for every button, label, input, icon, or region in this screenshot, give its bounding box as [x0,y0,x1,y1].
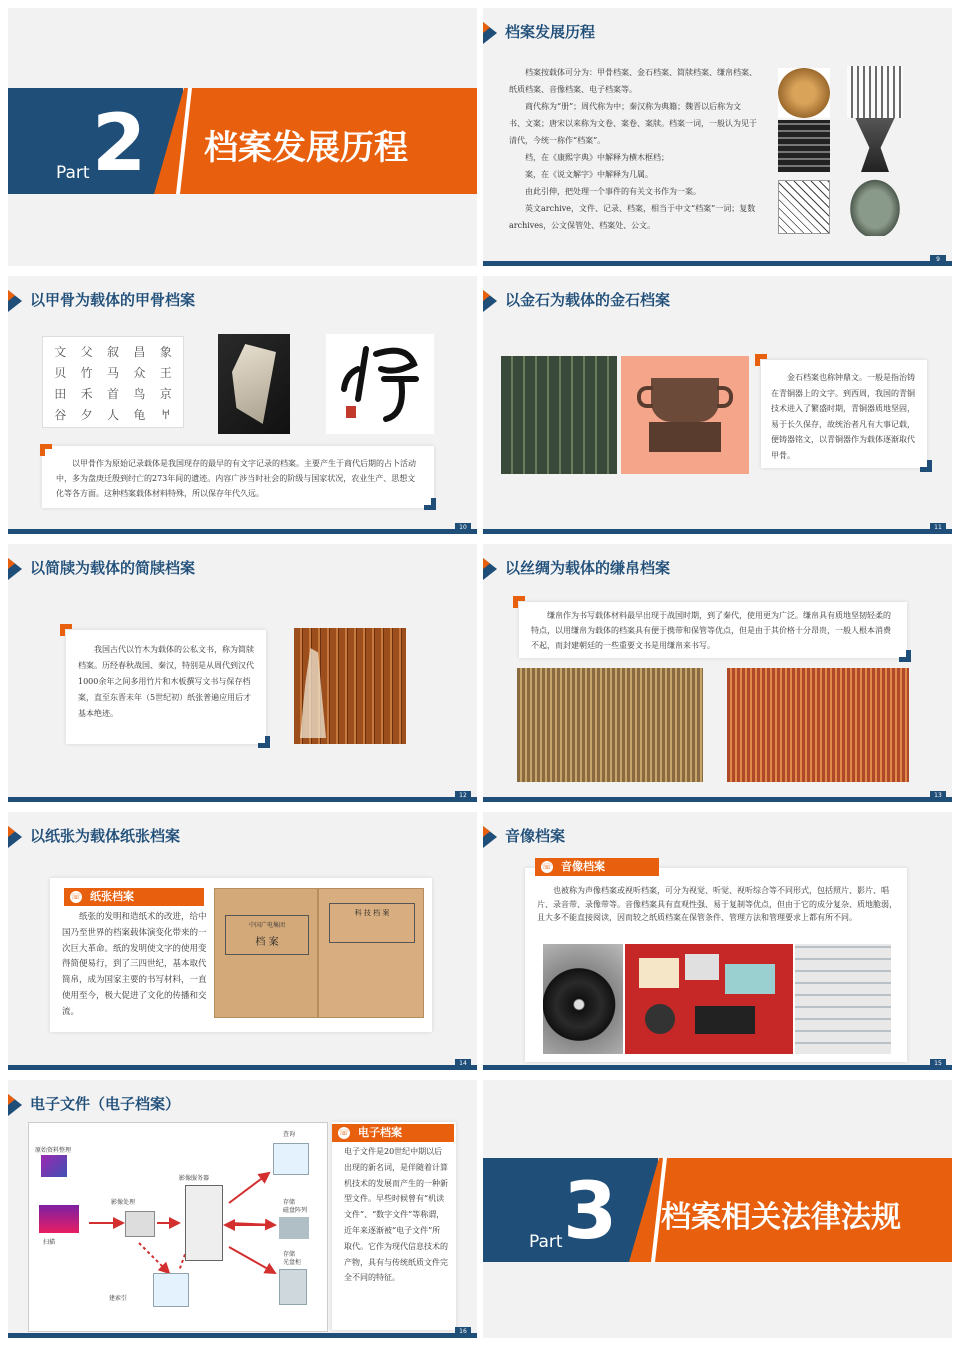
slide-bottom-bar [8,1333,477,1338]
title-arrow-icon [483,826,497,848]
glyph: 马 [106,366,119,380]
glyph: 王 [159,366,172,380]
node-server-label: 影像服务器 [179,1175,210,1182]
folder-label-box [225,915,309,955]
slide-title: 以金石为载体的金石档案 [505,291,671,309]
photo-print [685,954,719,980]
card-text: 缣帛作为书写载体材料最早出现于战国时期，到了秦代，使用更为广泛。缣帛具有质地坚韧轻柔的特点，以用缣帛为载体的档案具有便于携带和保管等优点，但是由于其价格十分昂贵，一般人根本消费不起，而封建朝廷的一些重要文书是用缣帛来书写。 [531,611,891,650]
page-number: 14 [455,1059,471,1068]
page-number: 9 [930,255,946,264]
title-arrow-icon [8,826,22,848]
part-label: Part [56,163,90,183]
page-number: 11 [930,523,946,532]
glyph: 龟 [133,408,146,422]
title-arrow-icon [483,290,497,312]
glyph: 象 [159,345,172,359]
tag-label: 纸张档案 [90,890,134,903]
card-text: 也被称为声像档案或视听档案，可分为视觉、听觉、视听综合等不同形式，包括照片、影片、唱片、录音带、录像带等。音像档案具有直观性强、易于复制等优点，但由于它的成分复杂、质地脆弱，且大多不能直接阅读，因而较之纸质档案在保管条件、管理方法和管理要求上都有所不同。 [537,886,897,922]
bronze-goblet-image [847,118,903,172]
glyph: 叙 [106,345,119,359]
cover-title: 档案发展历程 [204,128,408,168]
paper-folder-2 [318,888,424,1018]
glyph: 禾 [80,387,93,401]
bronze-rubbing-image [778,120,830,172]
photo-print [639,958,679,988]
corner-decoration [424,498,436,510]
node-scan-label: 扫描 [43,1239,56,1246]
node-optical-label: 存储 光盘柜 [283,1251,302,1266]
slide-16[interactable] [8,1080,477,1338]
bamboo-slips-photo [294,628,406,744]
folder-org: 中国广电集团 [248,922,285,929]
paragraph: 案，在《说文解字》中解释为几属。 [525,170,653,179]
glyph: 昌 [133,345,146,359]
slide-bottom-bar [483,261,952,266]
scanner-icon [39,1205,79,1233]
card-text: 纸张的发明和造纸术的改进，给中国乃至世界的档案载体演变化带来的一次巨大革命。纸的发明使文字的使用变得简便易行，到了三四世纪，基本取代简帛，成为国家主要的书写材料，一直使用至今，极大促进了文化的传播和交流。 [62,912,207,1017]
glyph: 首 [106,387,119,401]
oracle-glyph-table-image [42,336,184,428]
slide-9[interactable] [483,8,952,266]
bronze-vessel-image [847,176,903,236]
paper-folder-1 [214,888,318,1018]
corner-decoration [513,596,525,608]
corner-decoration [60,624,72,636]
vessel-handle [717,386,733,408]
bone-shape [232,344,276,424]
vessel-handle [637,386,653,408]
bronze-gui-vessel-photo [621,356,749,474]
title-arrow-icon [8,1094,22,1116]
phone-icon: ☏ [541,862,552,871]
source-docs-icon [41,1155,67,1177]
corner-decoration [899,650,911,662]
part-number: 2 [92,99,147,189]
text-card [66,630,266,744]
slide-13[interactable] [483,544,952,802]
archive-shelves-photo [795,944,891,1054]
title-arrow-icon [8,290,22,312]
cassette [725,964,775,994]
slide-part3-cover[interactable] [483,1080,952,1338]
cover-title: 档案相关法律法规 [661,1200,901,1235]
vinyl-records-photo [543,944,623,1054]
paragraph: 档，在《康熙字典》中解释为横木框档； [525,153,669,162]
text-card [761,360,927,468]
slide-bottom-bar [483,1065,952,1070]
slide-11[interactable] [483,276,952,534]
folder-title: 科 技 档 案 [354,909,390,917]
glyph: 谷 [54,408,67,422]
glyph: 京 [159,387,172,401]
silk-manuscript-photo-1 [517,668,703,782]
slide-part2-cover[interactable] [8,8,477,266]
bronze-inscription-photo [501,356,617,474]
node-proc-label: 影像处理 [111,1199,136,1206]
part-number: 3 [563,1167,618,1257]
slide-title: 电子文件（电子档案） [30,1095,181,1113]
videotape [695,1006,755,1034]
title-arrow-icon [483,22,497,44]
slide-title: 以纸张为载体纸张档案 [30,827,181,845]
slide-bottom-bar [483,797,952,802]
slide-bottom-bar [8,797,477,802]
glyph: 人 [106,408,119,422]
query-user-icon [273,1143,309,1175]
reel [645,1004,675,1034]
vessel-base [649,422,721,452]
section-tag [64,888,204,906]
folder-title: 档 案 [255,937,279,948]
node-disk-label: 存储 磁盘阵列 [283,1199,308,1214]
glyph: 竹 [80,366,93,380]
page-number: 10 [455,523,471,532]
figure-silhouette [300,648,326,738]
corner-decoration [258,736,270,748]
slide-title: 以简牍为载体的简牍档案 [30,559,196,577]
glyph: 田 [54,387,67,401]
page-number: 12 [455,791,471,800]
paragraph: 由此引伸，把处理一个事件的有关文书作为一案。 [525,187,701,196]
card-text: 金石档案也称钟鼎文。一般是指治铸在青铜器上的文字。到西周，我国的青铜技术进入了繁盛时期，青铜器质地坚固，易于长久保存，故统治者凡有大事记载，便铸器铭文，以青铜器作为载体逐渐取代甲骨。 [771,373,915,460]
text-card [519,602,907,658]
paragraph: 英文archive，文件、记录、档案，相当于中文“档案”一词；复数archives，公文保管处、档案处、公文。 [509,204,756,230]
slide-15[interactable] [483,812,952,1070]
card-text: 以甲骨作为原始记录载体是我国现存的最早的有文字记录的档案。主要产生于商代后期的占卜活动中，多为盘庚迁殷到纣亡的273年间的遗迹。内容广涉当时社会的阶级与国家状况，农业生产、思想文化等各方面。这种档案载体材料特殊，所以保存年代久远。 [56,459,416,498]
tag-label: 音像档案 [561,860,605,873]
computer-icon [125,1211,155,1237]
glyph: 文 [54,345,67,359]
part-label: Part [529,1232,563,1252]
oracle-bone-photo [218,334,290,434]
inscription-rubbing-image [847,66,903,118]
corner-decoration [40,444,52,456]
glyph: 鸟 [133,387,146,401]
slide-10[interactable] [8,276,477,534]
slide-14[interactable] [8,812,477,1070]
slide-title: 以甲骨为载体的甲骨档案 [30,291,196,309]
section-tag [332,1124,454,1142]
cover-part-group [8,88,183,194]
card-text: 我国古代以竹木为载体的公私文书，称为简牍档案。历经春秋战国、秦汉，特别是从周代到汉代1000余年之间多用竹片和木板撰写文书与保存档案，直至东晋末年（5世纪初）纸张普遍应用后才基本绝迹。 [78,645,254,718]
optical-cabinet-icon [279,1269,307,1305]
slide-bottom-bar [483,529,952,534]
tag-label: 电子档案 [358,1126,402,1139]
folder-label-box [329,903,415,943]
server-icon [185,1185,223,1261]
text-card [42,446,434,508]
silk-manuscript-photo-2 [727,668,909,782]
glyph: 夕 [80,408,93,422]
glyph: 贝 [54,366,67,380]
page-number: 15 [930,1059,946,1068]
corner-decoration [755,354,767,366]
slide-12[interactable] [8,544,477,802]
tapes-photos-photo [625,944,793,1054]
glyph-drawing-image [778,180,830,234]
title-arrow-icon [8,558,22,580]
glyph: 𐀀 [161,408,170,422]
page-number: 16 [455,1327,471,1336]
slide-body [509,64,757,234]
card-text: 电子文件是20世纪中期以后出现的新名词，是伴随着计算机技术的发展而产生的一种新型文件。早些时候曾有“机读文件”、“数字文件”等称谓，近年来逐渐被“电子文件”所取代。它作为现代信息技术的产物，具有与传统纸质文件完全不同的特征。 [344,1147,448,1283]
phone-icon: ☏ [70,892,81,901]
calligraphy-image [326,334,434,434]
section-tag [535,858,659,876]
vessel-body [651,378,719,422]
phone-icon: ☏ [338,1128,349,1137]
oracle-shell-image [778,68,830,118]
glyph: 父 [80,345,93,359]
disk-array-icon [279,1217,309,1239]
glyph: 众 [133,366,146,380]
index-user-icon [153,1273,189,1307]
title-arrow-icon [483,558,497,580]
slide-title: 档案发展历程 [505,23,596,41]
node-query-label: 查询 [283,1131,296,1138]
node-index-label: 建索引 [109,1295,128,1302]
slide-bottom-bar [8,1065,477,1070]
page-number: 13 [930,791,946,800]
corner-decoration [920,460,932,472]
paragraph: 商代称为“册”；周代称为中；秦汉称为典籍；魏晋以后称为文书、文案；唐宋以来称为文卷、案卷、案牍。档案一词，一般认为见于清代，今统一称作“档案”。 [509,102,757,145]
workflow-diagram [28,1122,328,1332]
slide-title: 以丝绸为载体的缣帛档案 [505,559,671,577]
paragraph: 档案按载体可分为：甲骨档案、金石档案、简牍档案、缣帛档案、纸质档案、音像档案、电子档案等。 [509,68,757,94]
node-source-label: 原始资料整理 [35,1147,72,1154]
calligraphy-glyph [326,334,434,434]
cover-part-group [483,1158,658,1262]
slide-title: 音像档案 [505,827,566,845]
slide-bottom-bar [8,529,477,534]
